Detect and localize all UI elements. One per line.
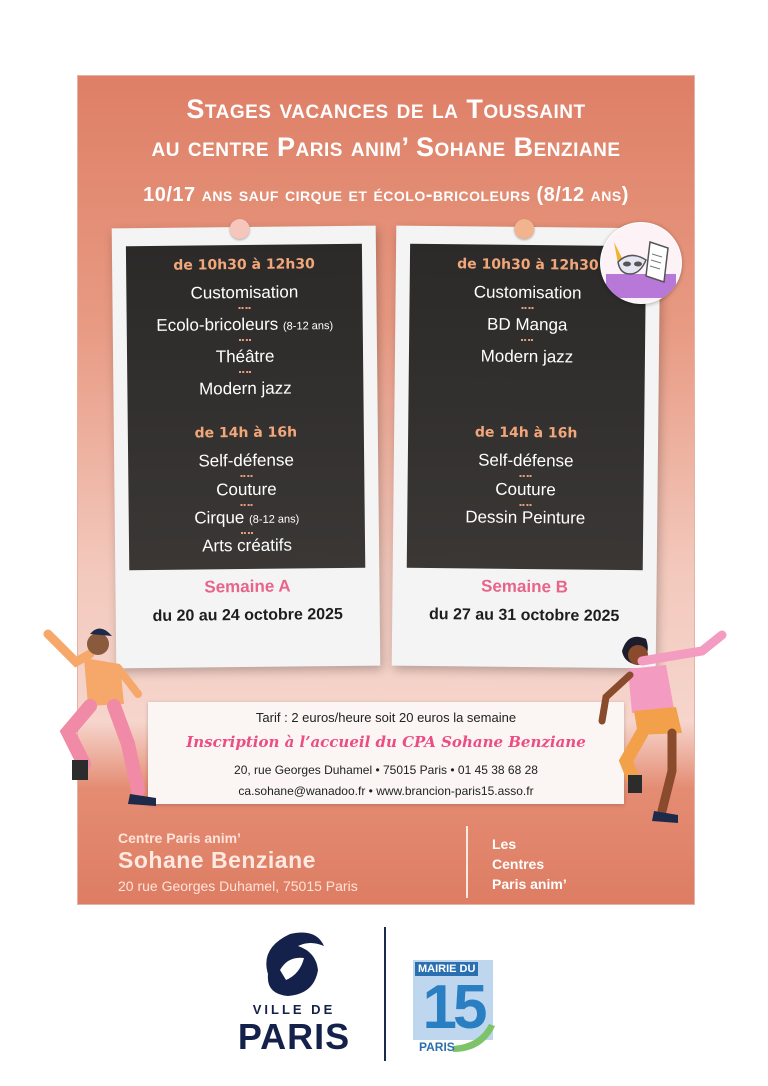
dotted-separator bbox=[241, 504, 253, 506]
dotted-separator bbox=[520, 475, 532, 477]
afternoon-slot-label: de 14h à 16h bbox=[474, 424, 578, 442]
dotted-separator bbox=[239, 339, 251, 341]
activity-item: Customisation bbox=[473, 282, 582, 303]
poster-title-line1: Stages vacances de la Toussaint bbox=[186, 94, 586, 124]
week-a-card bbox=[112, 226, 381, 669]
week-b-dates: du 27 au 31 octobre 2025 bbox=[428, 605, 620, 625]
ville-de-text: VILLE DE bbox=[252, 1002, 336, 1017]
info-box bbox=[148, 702, 624, 804]
week-b-label: Semaine B bbox=[480, 576, 569, 597]
mairie-paris-label: PARIS bbox=[419, 1040, 455, 1054]
activity-item: Self-défense bbox=[478, 450, 574, 471]
dancer-left-illustration bbox=[28, 614, 158, 814]
dotted-separator bbox=[521, 307, 533, 309]
dotted-separator bbox=[519, 504, 531, 506]
contact-text[interactable]: ca.sohane@wanadoo.fr • www.brancion-paris15.asso.fr bbox=[238, 784, 534, 798]
theatre-mask-icon bbox=[600, 222, 682, 304]
theatre-mask-badge bbox=[600, 222, 682, 304]
morning-slot-label: de 10h30 à 12h30 bbox=[457, 256, 599, 274]
footer-network-label: Les Centres Paris anim’ bbox=[492, 836, 567, 892]
week-b-board bbox=[407, 244, 646, 570]
address-text: 20, rue Georges Duhamel • 75015 Paris • 01 45 38 68 28 bbox=[234, 763, 538, 777]
dotted-separator bbox=[239, 371, 251, 373]
tarif-text: Tarif : 2 euros/heure soit 20 euros la semaine bbox=[255, 710, 517, 725]
logos-divider bbox=[384, 927, 386, 1061]
mairie-du-15-logo bbox=[413, 960, 497, 1056]
afternoon-slot-label: de 14h à 16h bbox=[194, 424, 298, 442]
footer-divider bbox=[466, 826, 468, 898]
ville-de-paris-logo-icon bbox=[258, 930, 332, 1000]
activity-item: Customisation bbox=[190, 282, 299, 303]
poster bbox=[78, 76, 694, 904]
dancer-right-illustration bbox=[582, 621, 732, 831]
dotted-separator bbox=[241, 532, 253, 534]
mairie-du-label: MAIRIE DU bbox=[415, 962, 478, 976]
mairie-number: 15 bbox=[422, 973, 484, 1042]
footer-center-label: Centre Paris anim’ bbox=[118, 830, 241, 846]
morning-slot-label: de 10h30 à 12h30 bbox=[173, 256, 315, 274]
activity-item: Modern jazz bbox=[480, 346, 574, 367]
inscription-text: Inscription à l’accueil du CPA Sohane Benziane bbox=[186, 733, 586, 751]
week-a-dates: du 20 au 24 octobre 2025 bbox=[152, 605, 344, 625]
week-a-board bbox=[126, 244, 365, 570]
activity-item: Couture bbox=[495, 479, 556, 500]
pin-icon bbox=[514, 219, 534, 239]
footer-center-name: Sohane Benziane bbox=[118, 847, 316, 873]
poster-title-line2: au centre Paris anim’ Sohane Benziane bbox=[151, 132, 621, 162]
paris-text: PARIS bbox=[237, 1016, 351, 1057]
activity-item: Couture bbox=[216, 479, 277, 500]
activity-item: Modern jazz bbox=[198, 378, 292, 399]
activity-item: Self-défense bbox=[198, 450, 294, 471]
activity-item: Dessin Peinture bbox=[465, 507, 586, 528]
footer-center-address: 20 rue Georges Duhamel, 75015 Paris bbox=[118, 878, 358, 894]
activity-item: Ecolo-bricoleurs (8-12 ans) bbox=[156, 314, 334, 335]
activity-item: Arts créatifs bbox=[202, 535, 293, 556]
activity-item: Théâtre bbox=[215, 346, 275, 367]
activity-item: Cirque (8-12 ans) bbox=[194, 508, 300, 528]
dotted-separator bbox=[240, 475, 252, 477]
activity-item: BD Manga bbox=[487, 314, 568, 335]
poster-subtitle: 10/17 ans sauf cirque et écolo-bricoleurs (8/12 ans) bbox=[143, 184, 629, 206]
week-a-label: Semaine A bbox=[204, 576, 291, 597]
dotted-separator bbox=[521, 339, 533, 341]
dotted-separator bbox=[239, 307, 251, 309]
pin-icon bbox=[230, 219, 250, 239]
